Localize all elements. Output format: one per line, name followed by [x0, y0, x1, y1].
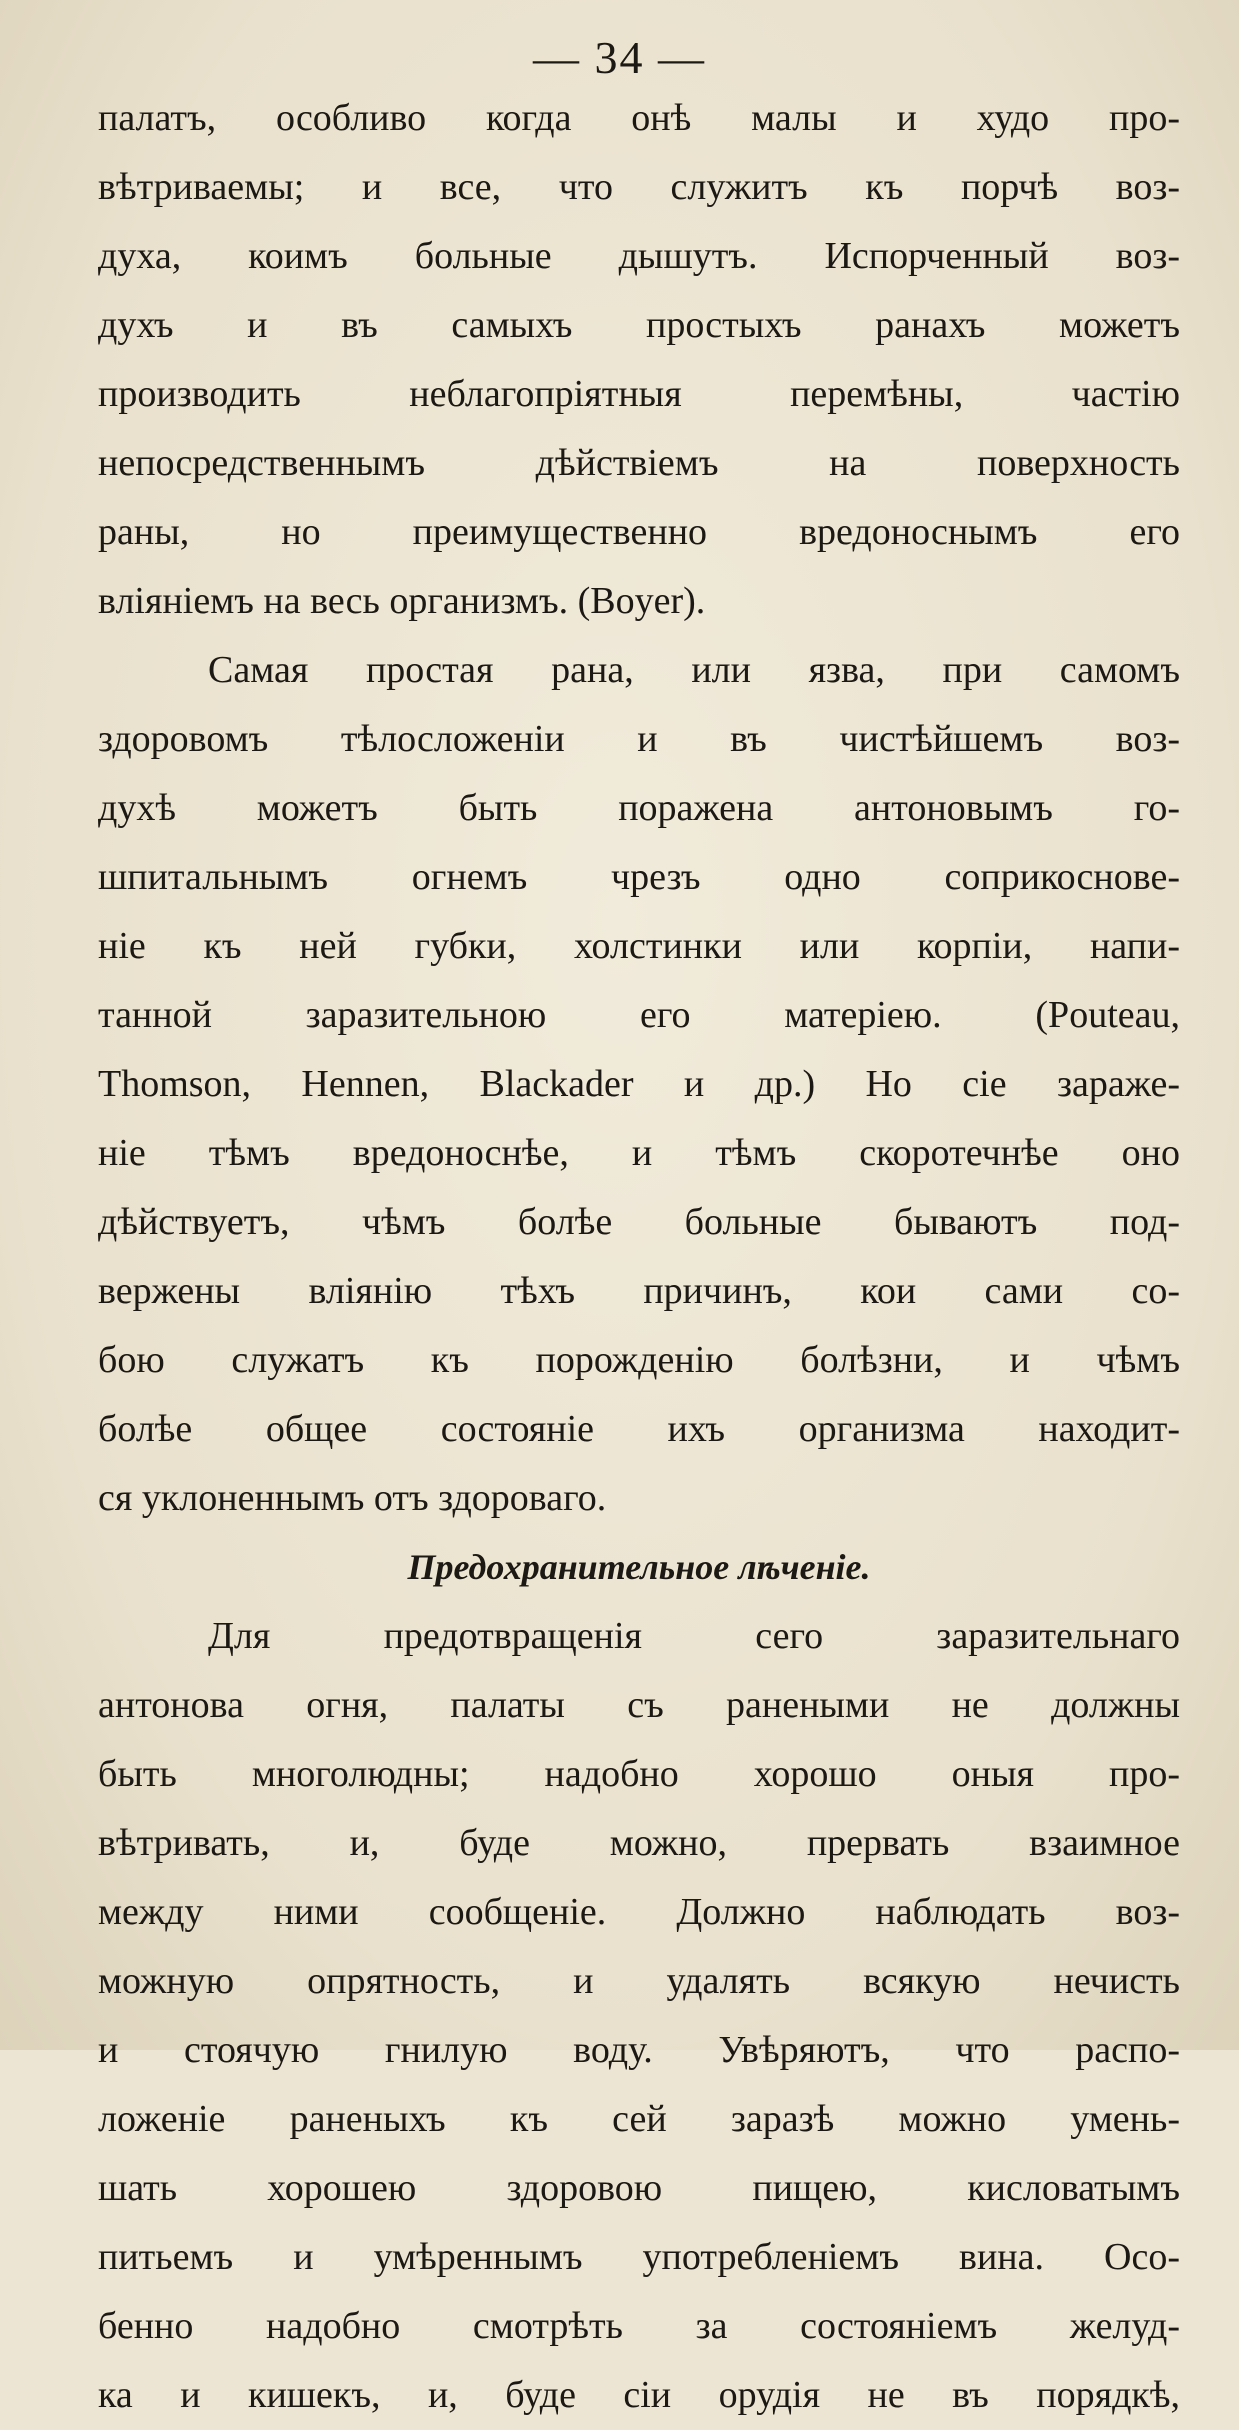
- text-line: производить неблагопріятныя перемѣны, частію: [98, 373, 1180, 415]
- text-line: ка и кишекъ, и, буде сіи орудія не въ порядкѣ,: [98, 2374, 1180, 2416]
- section-heading: Предохранительное лѣченіе.: [407, 1547, 871, 1587]
- text-line: можную опрятность, и удалять всякую нечисть: [98, 1960, 1180, 2002]
- page-number: — 34 —: [533, 32, 706, 83]
- text-line: непосредственнымъ дѣйствіемъ на поверхность: [98, 442, 1180, 484]
- text-line: танной заразительною его матеріею. (Pouteau,: [98, 994, 1180, 1036]
- text-line: ніе тѣмъ вредоноснѣе, и тѣмъ скоротечнѣе оно: [98, 1132, 1180, 1174]
- text-line: духѣ можетъ быть поражена антоновымъ го-: [98, 787, 1180, 829]
- text-line: палатъ, особливо когда онѣ малы и худо про-: [98, 97, 1180, 139]
- text-line: шать хорошею здоровою пищею, кисловатымъ: [98, 2167, 1180, 2209]
- text-line: шпитальнымъ огнемъ чрезъ одно соприкоснове-: [98, 856, 1180, 898]
- text-line: вѣтриваемы; и все, что служитъ къ порчѣ воз-: [98, 166, 1180, 208]
- text-line: Thomson, Hennen, Blackader и др.) Но сіе зараже-: [98, 1063, 1180, 1105]
- text-line: Самая простая рана, или язва, при самомъ: [208, 649, 1180, 691]
- text-line: здоровомъ тѣлосложеніи и въ чистѣйшемъ воз-: [98, 718, 1180, 760]
- text-line: ніе къ ней губки, холстинки или корпіи, напи-: [98, 925, 1180, 967]
- text-line: вержены вліянію тѣхъ причинъ, кои сами со-: [98, 1270, 1180, 1312]
- paragraph-continuation: [98, 84, 1180, 636]
- text-line: бою служатъ къ порожденію болѣзни, и чѣмъ: [98, 1339, 1180, 1381]
- text-line: раны, но преимущественно вредоноснымъ его: [98, 511, 1180, 553]
- text-line: вліяніемъ на весь организмъ. (Boyer).: [98, 580, 706, 622]
- paragraph-contagion: [98, 636, 1180, 1533]
- text-line: быть многолюдны; надобно хорошо оныя про-: [98, 1753, 1180, 1795]
- text-line: ся уклоненнымъ отъ здороваго.: [98, 1477, 607, 1519]
- text-line: ложеніе раненыхъ къ сей заразѣ можно умень-: [98, 2098, 1180, 2140]
- text-line: Для предотвращенія сего заразительнаго: [208, 1615, 1180, 1657]
- text-line: болѣе общее состояніе ихъ организма находит-: [98, 1408, 1180, 1450]
- text-line: дѣйствуетъ, чѣмъ болѣе больные бываютъ под-: [98, 1201, 1180, 1243]
- text-line: и стоячую гнилую воду. Увѣряютъ, что распо-: [98, 2029, 1180, 2071]
- text-line: вѣтривать, и, буде можно, прервать взаимное: [98, 1822, 1180, 1864]
- body-text: [98, 84, 1180, 2430]
- section-preventive: [98, 1533, 1180, 2430]
- text-line: между ними сообщеніе. Должно наблюдать воз-: [98, 1891, 1180, 1933]
- text-line: питьемъ и умѣреннымъ употребленіемъ вина. Осо-: [98, 2236, 1180, 2278]
- text-line: духъ и въ самыхъ простыхъ ранахъ можетъ: [98, 304, 1180, 346]
- text-line: антонова огня, палаты съ ранеными не должны: [98, 1684, 1180, 1726]
- text-line: духа, коимъ больные дышутъ. Испорченный воз-: [98, 235, 1180, 277]
- text-line: бенно надобно смотрѣть за состояніемъ желуд-: [98, 2305, 1180, 2347]
